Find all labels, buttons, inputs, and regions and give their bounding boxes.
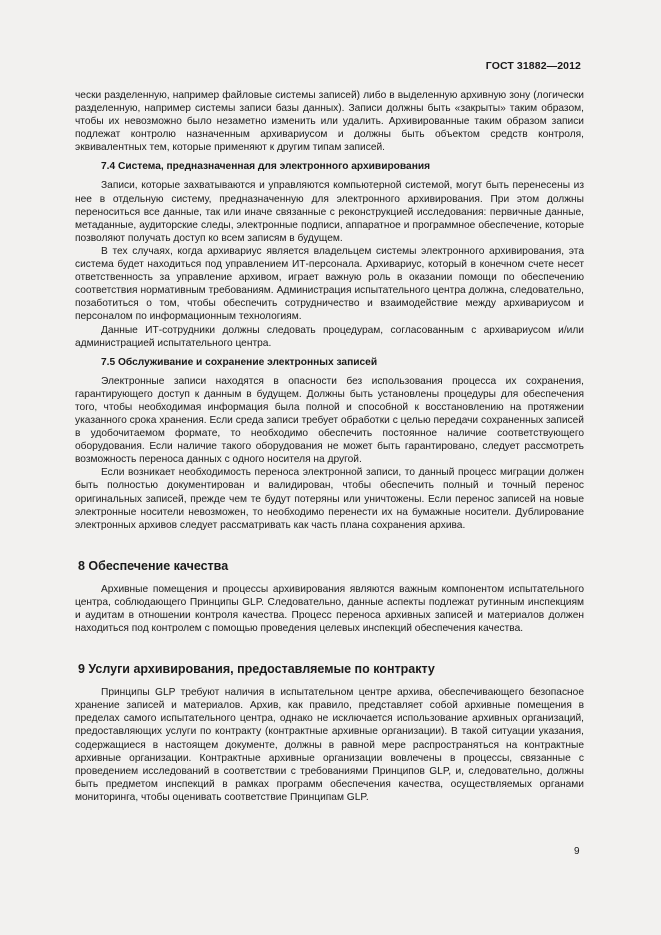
section-7-4-heading: 7.4 Система, предназначенная для электронного архивирования bbox=[101, 161, 431, 173]
section-7-5-paragraph-1: Электронные записи находятся в опасности без использования процесса их сохранения, гарантирующего доступ к данным в будущем. Должны быть установлены процедуры для обеспечения того, чтобы необходимая информация была полной и способной к восстановлению на протяжении указанного срока хранения. Если среда записи требует обработки с целью передачи сохраненных записей в удобочитаемом формате, то необходимо обеспечить постоянное наличие соответствующего оборудования. Если наличие такого оборудования не может быть гарантировано, следует рассмотреть возможность переноса данных с одного носителя на другой. bbox=[75, 375, 584, 466]
section-7-5-heading: 7.5 Обслуживание и сохранение электронных записей bbox=[101, 356, 378, 368]
document-code: ГОСТ 31882—2012 bbox=[485, 60, 581, 72]
section-9-heading: 9 Услуги архивирования, предоставляемые по контракту bbox=[78, 662, 435, 677]
section-8-paragraph-1: Архивные помещения и процессы архивирования являются важным компонентом испытательного центра, соблюдающего Принципы GLP. Следовательно, данные аспекты подлежат рутинным инспекциям и аудитам в отношении контроля качества. Процесс переноса архивных записей и материалов должен находиться под контролем с помощью проведения целевых инспекций обеспечения качества. bbox=[75, 583, 584, 635]
section-9-paragraph-1: Принципы GLP требуют наличия в испытательном центре архива, обеспечивающего безопасное хранение записей и материалов. Архив, как правило, представляет собой архивные помещения в пределах самого испытательного центра, однако не исключается использование архивных организаций, предоставляющих услуги по контракту (контрактные архивные организации). В такой ситуации указания, содержащиеся в настоящем документе, должны в равной мере распространяться на контрактные архивные организации. Контрактные архивные организации вовлечены в процессы, связанные с проведением исследований в соответствии с требованиями Принципов GLP, и, следовательно, должны быть предметом инспекций в рамках программ обеспечения качества, осуществляемых органами мониторинга, чтобы оценивать соответствие Принципам GLP. bbox=[75, 687, 584, 803]
intro-paragraph: чески разделенную, например файловые системы записей) либо в выделенную архивную зону (логически разделенную, например системы записи базы данных). Записи должны быть «закрыты» таким образом, чтобы их невозможно было незаметно изменить или удалить. Архивированные таким образом записи подлежат контролю назначенным архивариусом и должны быть объектом средств контроля, эквивалентных тем, которые применяют к другим типам записей. bbox=[75, 90, 584, 154]
section-8-heading: 8 Обеспечение качества bbox=[78, 558, 229, 573]
page-content bbox=[75, 89, 584, 804]
section-7-4-paragraph-3: Данные ИТ-сотрудники должны следовать процедурам, согласованным с архивариусом и/или администрацией испытательного центра. bbox=[75, 324, 584, 349]
section-7-4-paragraph-2: В тех случаях, когда архивариус является владельцем системы электронного архивирования, эта система будет находиться под управлением ИТ-персонала. Архивариус, который в конечном счете несет ответственность за управление архивом, играет важную роль в оказании помощи по обеспечению соответствия нормативным требованиям. Администрация испытательного центра должна, следовательно, позаботиться о том, чтобы обеспечить сотрудничество и взаимодействие между архивариусом и персоналом по информационным технологиям. bbox=[75, 245, 584, 323]
page-number: 9 bbox=[574, 846, 580, 857]
section-7-4-paragraph-1: Записи, которые захватываются и управляются компьютерной системой, могут быть перенесены из нее в отдельную систему, предназначенную для электронного архивирования. При этом должны переноситься все данные, так или иначе связанные с реконструкцией исследования: первичные данные, метаданные, аудиторские следы, электронные подписи, аппаратное и программное обеспечение, которые позволяют получать доступ ко всем записям в будущем. bbox=[75, 180, 584, 244]
section-7-5-paragraph-2: Если возникает необходимость переноса электронной записи, то данный процесс миграции должен быть полностью документирован и валидирован, чтобы обеспечить полный и точный перенос оригинальных записей, прежде чем те будут потеряны или уничтожены. Если перенос записей на новые электронные носители невозможен, то необходимо перенести их на бумажные носители. Дублирование электронных архивов следует рассматривать как часть плана сохранения архива. bbox=[75, 467, 584, 531]
